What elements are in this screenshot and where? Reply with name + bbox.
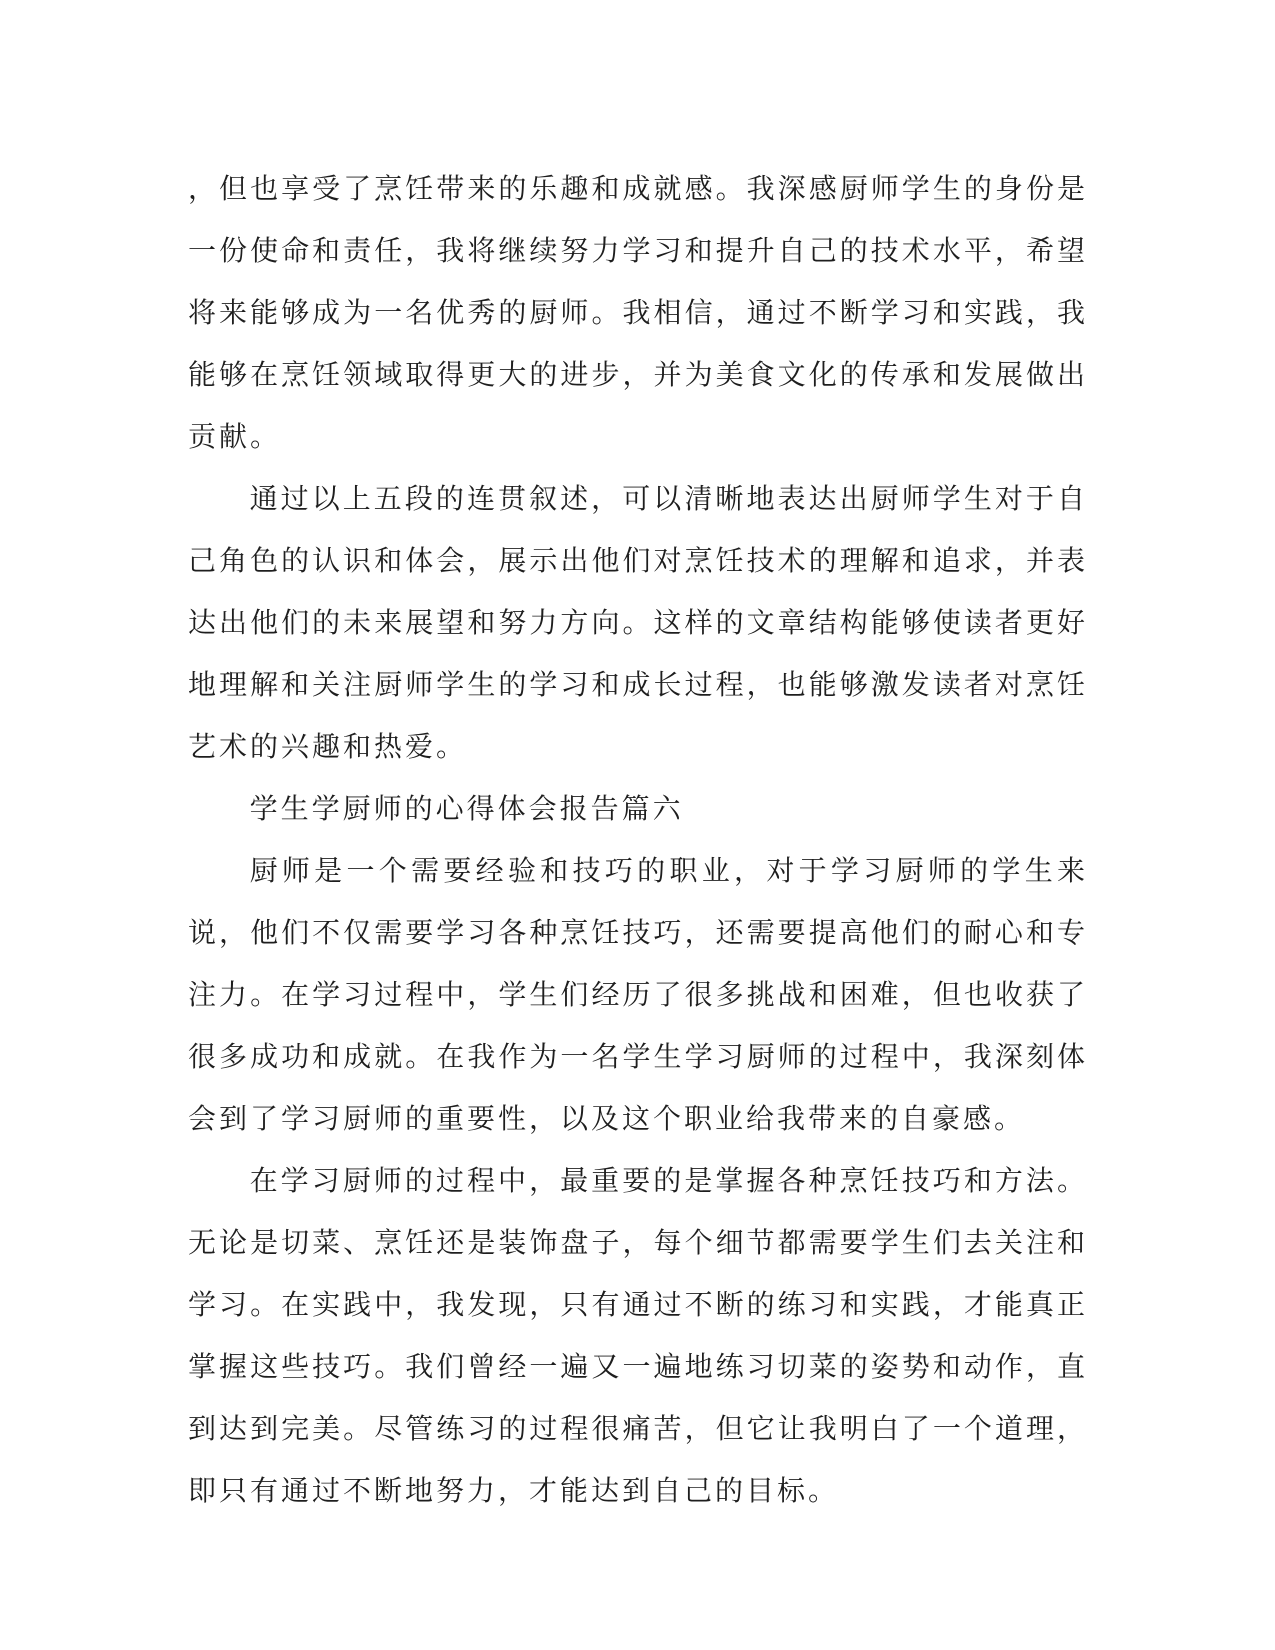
paragraph-continuation: ，但也享受了烹饪带来的乐趣和成就感。我深感厨师学生的身份是一份使命和责任，我将继续努力学习和提升自己的技术水平，希望将来能够成为一名优秀的厨师。我相信，通过不断学习和实践，我能够在烹饪领域取得更大的进步，并为美食文化的传承和发展做出贡献。 xyxy=(188,172,1088,453)
document-body xyxy=(188,158,1088,1522)
section-heading: 学生学厨师的心得体会报告篇六 xyxy=(249,792,684,825)
paragraph-intro: 厨师是一个需要经验和技巧的职业，对于学习厨师的学生来说，他们不仅需要学习各种烹饪技巧，还需要提高他们的耐心和专注力。在学习过程中，学生们经历了很多挑战和困难，但也收获了很多成功和成就。在我作为一名学生学习厨师的过程中，我深刻体会到了学习厨师的重要性，以及这个职业给我带来的自豪感。 xyxy=(188,854,1088,1135)
paragraph-summary: 通过以上五段的连贯叙述，可以清晰地表达出厨师学生对于自己角色的认识和体会，展示出他们对烹饪技术的理解和追求，并表达出他们的未来展望和努力方向。这样的文章结构能够使读者更好地理解和关注厨师学生的学习和成长过程，也能够激发读者对烹饪艺术的兴趣和热爱。 xyxy=(188,482,1088,763)
paragraph-skills: 在学习厨师的过程中，最重要的是掌握各种烹饪技巧和方法。无论是切菜、烹饪还是装饰盘子，每个细节都需要学生们去关注和学习。在实践中，我发现，只有通过不断的练习和实践，才能真正掌握这些技巧。我们曾经一遍又一遍地练习切菜的姿势和动作，直到达到完美。尽管练习的过程很痛苦，但它让我明白了一个道理，即只有通过不断地努力，才能达到自己的目标。 xyxy=(188,1164,1088,1507)
